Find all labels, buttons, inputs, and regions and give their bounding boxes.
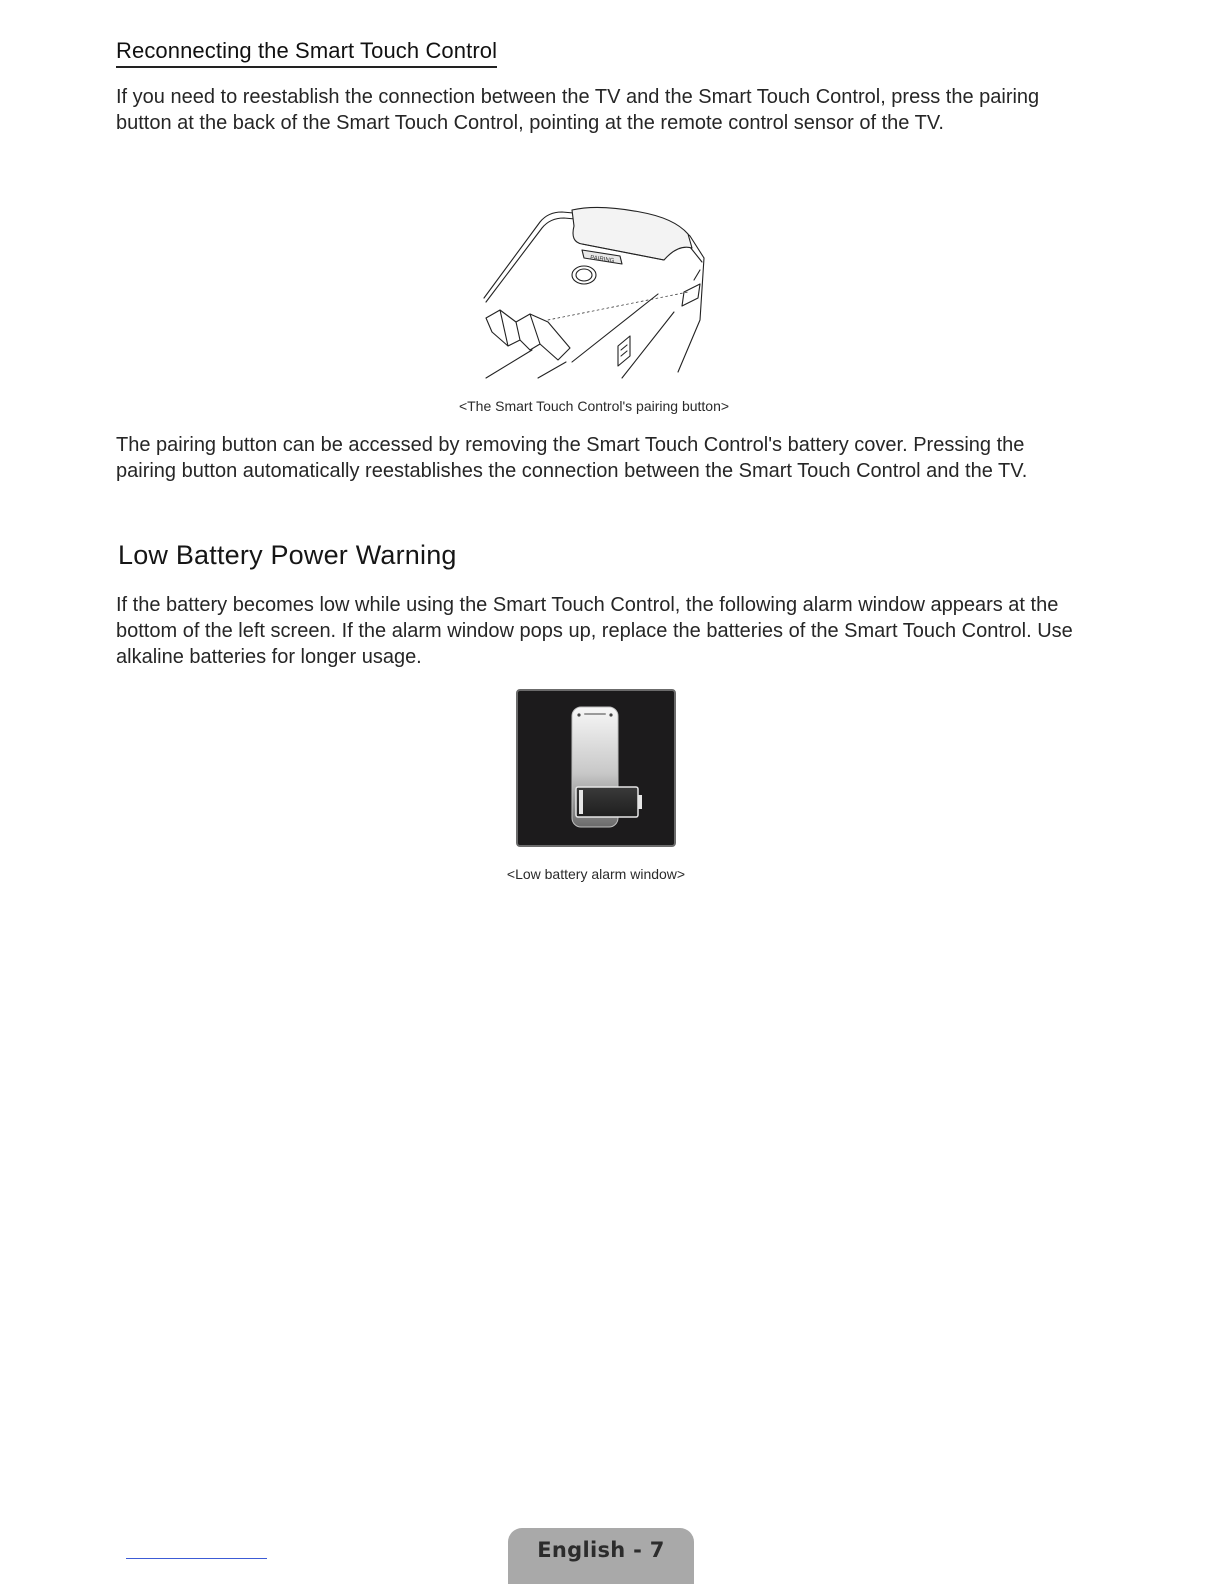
svg-text:PAIRING: PAIRING [589,255,615,265]
reconnect-heading: Reconnecting the Smart Touch Control [116,38,497,68]
low-battery-alarm-illustration [516,689,676,847]
pairing-figure-caption: <The Smart Touch Control's pairing button> [458,398,730,414]
alarm-figure-caption: <Low battery alarm window> [506,866,686,882]
low-battery-paragraph: If the battery becomes low while using the Smart Touch Control, the following alarm window appears at the bottom of the left screen. If the alarm window pops up, replace the batteries of the Smart Touch Control. Use alkaline batteries for longer usage. [116,594,1073,668]
reconnect-intro-paragraph: If you need to reestablish the connection between the TV and the Smart Touch Control, press the pairing button at the back of the Smart Touch Control, pointing at the remote control sensor of the TV. [116,86,1040,134]
pairing-button-icon [572,266,596,284]
pairing-description-paragraph: The pairing button can be accessed by removing the Smart Touch Control's battery cover. Pressing the pairing button automatically reestablishes the connection between the Smart Touch Control and the TV. [116,434,1028,482]
low-battery-heading: Low Battery Power Warning [118,540,457,570]
page-number-badge: English - 7 [508,1528,694,1584]
pairing-label-tag [582,250,622,264]
footer-rule [126,1558,267,1559]
pairing-button-illustration [478,200,710,384]
low-battery-icon [576,787,642,817]
